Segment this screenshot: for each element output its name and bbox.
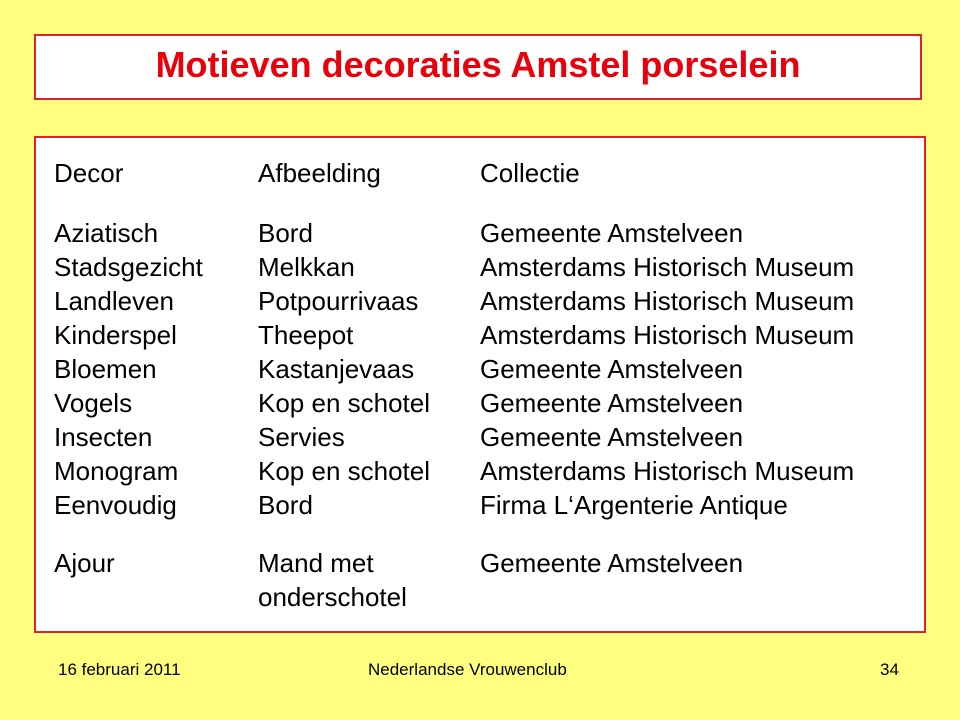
table-row bbox=[36, 250, 924, 284]
cell-collectie: Amsterdams Historisch Museum bbox=[480, 252, 855, 282]
cell-decor: Stadsgezicht bbox=[54, 252, 203, 282]
cell-afbeelding: Theepot bbox=[258, 320, 354, 350]
cell-collectie: Gemeente Amstelveen bbox=[480, 388, 744, 418]
table-row bbox=[36, 386, 924, 420]
cell-collectie: Gemeente Amstelveen bbox=[480, 354, 744, 384]
table-row bbox=[36, 454, 924, 488]
cell-decor: Aziatisch bbox=[54, 218, 159, 248]
cell-collectie: Amsterdams Historisch Museum bbox=[480, 286, 855, 316]
cell-afbeelding: Melkkan bbox=[258, 252, 355, 282]
cell-afbeelding: Servies bbox=[258, 422, 345, 452]
slide-title: Motieven decoraties Amstel porselein bbox=[155, 44, 801, 85]
cell-afbeelding: Potpourrivaas bbox=[258, 286, 419, 316]
cell-collectie: Gemeente Amstelveen bbox=[480, 548, 744, 578]
table-row bbox=[36, 216, 924, 250]
table-row bbox=[36, 318, 924, 352]
cell-decor: Vogels bbox=[54, 388, 133, 418]
cell-afbeelding: Kastanjevaas bbox=[258, 354, 415, 384]
cell-decor: Monogram bbox=[54, 456, 179, 486]
cell-afbeelding: Kop en schotel bbox=[258, 388, 431, 418]
cell-decor: Bloemen bbox=[54, 354, 157, 384]
footer-date: 16 februari 2011 bbox=[58, 660, 181, 679]
header-decor: Decor bbox=[54, 158, 124, 188]
page-number: 34 bbox=[880, 660, 899, 679]
cell-collectie: Amsterdams Historisch Museum bbox=[480, 320, 855, 350]
cell-afbeelding: Bord bbox=[258, 490, 313, 520]
cell-decor: Insecten bbox=[54, 422, 153, 452]
table-row bbox=[36, 546, 924, 618]
cell-collectie: Gemeente Amstelveen bbox=[480, 422, 744, 452]
cell-afbeelding: Kop en schotel bbox=[258, 456, 431, 486]
cell-collectie: Amsterdams Historisch Museum bbox=[480, 456, 855, 486]
cell-afbeelding: Bord bbox=[258, 218, 313, 248]
header-collectie: Collectie bbox=[480, 158, 580, 188]
cell-decor: Eenvoudig bbox=[54, 490, 177, 520]
table-row bbox=[36, 488, 924, 522]
cell-decor: Landleven bbox=[54, 286, 174, 316]
table-row bbox=[36, 284, 924, 318]
cell-collectie: Gemeente Amstelveen bbox=[480, 218, 744, 248]
table-row bbox=[36, 352, 924, 386]
table-header bbox=[36, 156, 924, 190]
cell-afbeelding: Mand met onderschotel bbox=[258, 548, 407, 612]
cell-decor: Kinderspel bbox=[54, 320, 177, 350]
footer-organization: Nederlandse Vrouwenclub bbox=[368, 660, 567, 679]
table-row bbox=[36, 420, 924, 454]
content-box bbox=[34, 136, 926, 633]
cell-decor: Ajour bbox=[54, 548, 115, 578]
title-box bbox=[34, 34, 922, 100]
header-afbeelding: Afbeelding bbox=[258, 158, 381, 188]
cell-collectie: Firma L‘Argenterie Antique bbox=[480, 490, 788, 520]
